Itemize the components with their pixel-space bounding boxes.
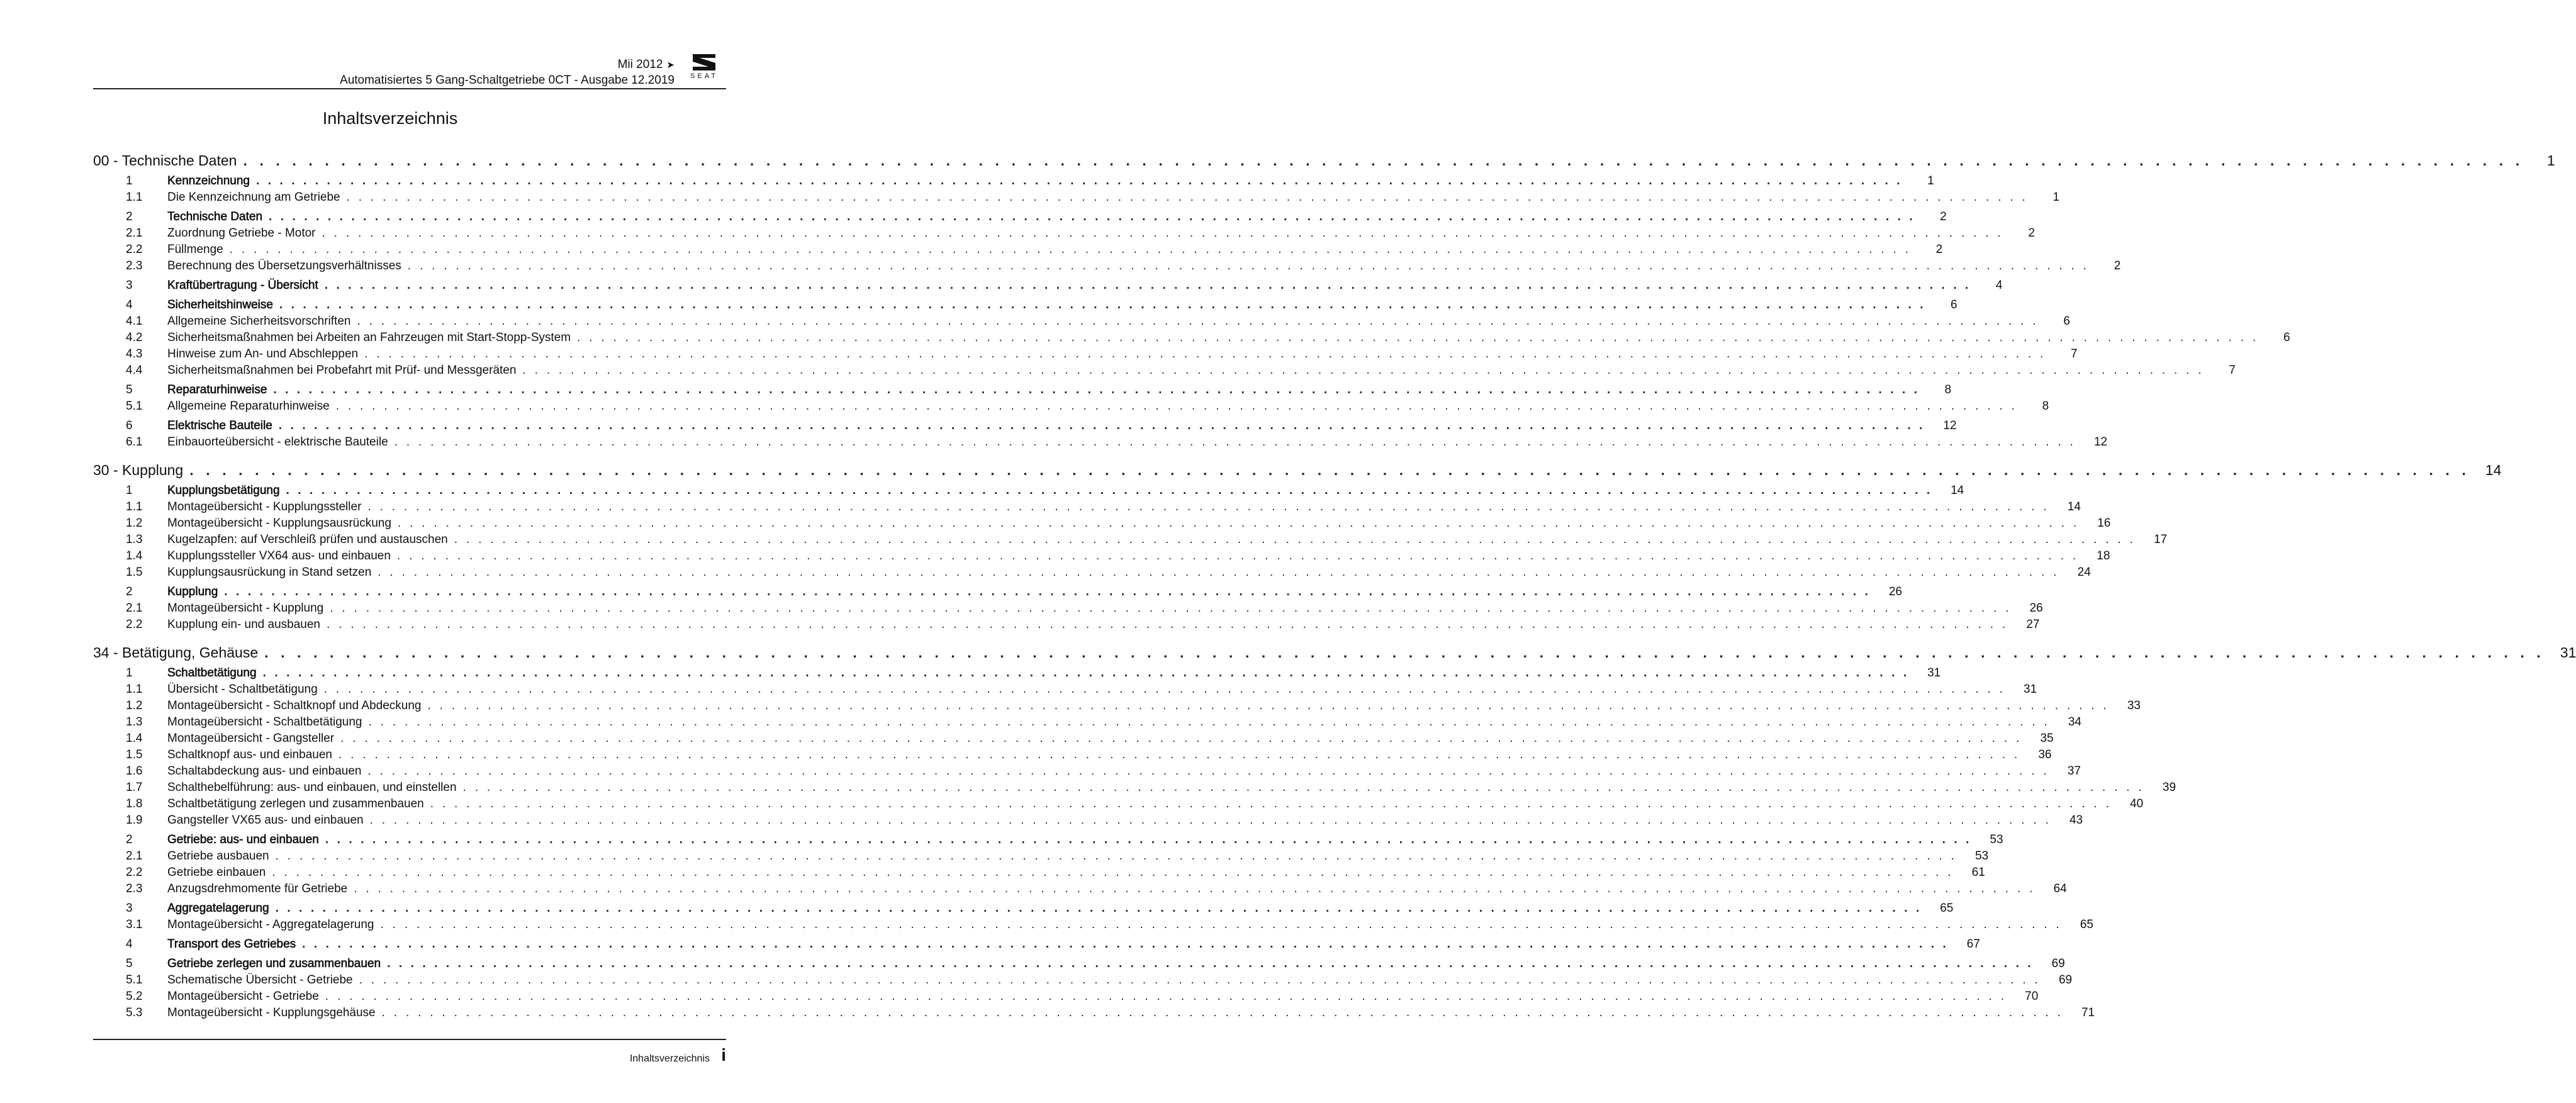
toc-page-number: 14 [2067,500,2081,513]
toc-entry-number: 3 [126,279,133,292]
toc-entry-number: 1.3 [126,715,143,729]
header-subtitle: Automatisiertes 5 Gang-Schaltgetriebe 0CT - Ausgabe 12.2019 [340,74,675,87]
dot-leader: . . . . . . . . . . . . . . . . . . . . . . . . . . . . . . . . . . . . . . . . . . . . . . . . . . . . . . . . . . . . . . . . . . . . . . . . . . . . . . . . . . . . . . . . . . . . . . . . . . . . . . . . . . . . . . . . . . . . . . . . . . . . . . . . . . . . . . . . . . . . [354,882,2036,895]
dot-leader: . . . . . . . . . . . . . . . . . . . . . . . . . . . . . . . . . . . . . . . . . . . . . . . . . . . . . . . . . . . . . . . . . . . . . . . . . . . . . . . . . . . . . . . . . . . . . . . . . . . . . . . . . . . . . . . . . . . . . . . . . . . . . . . . . . . . . . . . . . . . [335,400,2018,413]
dot-leader: . . . . . . . . . . . . . . . . . . . . . . . . . . . . . . . . . . . . . . . . . . . . . . . . . . . . . . . . . . . . . . . . . . . . . . . . . . . . . . . . . . . . . . . . . . . . . . . . . . . . . . . . . . . . . . . . . . . . . . . . . . . . . . . . . . . . . . . . . . . . [367,764,2049,778]
toc-page-number: 65 [1940,902,1954,915]
dot-leader: . . . . . . . . . . . . . . . . . . . . . . . . . . . . . . . . . . . . . . . . . . . . . . . . . . . . . . . . . . . . . . . . . . . . . . . . . . . . . . . . . . . . . . . . . . . . . . . . . . . . . . . . . . . . . . . . . . . . . . . . . . . . . . . . . . . . . . . . . . . . [378,566,2059,579]
toc-entry-title: Getriebe: aus- und einbauen [167,833,319,846]
toc-entry[interactable] [93,988,2039,1005]
toc-page-number: 43 [2069,814,2083,827]
toc-entry[interactable] [93,418,1957,434]
toc-entry-number: 1.5 [126,748,143,761]
toc-page-number: 16 [2097,517,2111,530]
toc-page-number: 24 [2077,566,2091,579]
toc-entry-number: 2.1 [126,227,143,240]
dot-leader: . . . . . . . . . . . . . . . . . . . . . . . . . . . . . . . . . . . . . . . . . . . . . . . . . . . . . . . . . . . . . . . . . . . . . . . . . . . . . . . . . . . . . . . . . . . . . . . . . . . . . . . . . . . . . . . . . . . . . . . . . . . . . . . . . . . . . . . . . . . . [364,347,2046,361]
toc-entry-title: Technische Daten [167,210,263,223]
toc-entry[interactable] [93,362,2236,379]
toc-entry-number: 4.4 [126,364,143,377]
dot-leader: . . . . . . . . . . . . . . . . . . . . . . . . . . . . . . . . . . . . . . . . . . . . . . . . . . . . . . . . . . . . . . . . . . . . . . . . . . . . . . . . . . . . . . . . . . . . . . . . . . . . . . . . . . . . . . . . . . . . . . . . . . . . . . . . . . . . . . . . . . . . [330,602,2012,615]
dot-leader: . . . . . . . . . . . . . . . . . . . . . . . . . . . . . . . . . . . . . . . . . . . . . . . . . . . . . . . . . . . . . . . . . . . . . . . . . . . . . . . . . . . . . . . . . . . . . . . . . . . . . . . . . . . . . . . . . . . . . . . . . . . . . . . . . . . . . . . . . . . . [224,585,1871,598]
toc-entry[interactable] [93,434,2108,451]
dot-leader: . . . . . . . . . . . . . . . . . . . . . . . . . . . . . . . . . . . . . . . . . . . . . . . . . . . . . . . . . . . . . . . . . . . . . . . . . . . . . . . . . . . . . . . . . . . . . . . . . . . . . . . . . . . . . . . . . . . . . . . . . . . . . . . . . . . . . . . . . . . . [368,715,2050,729]
toc-page-number: 31 [1927,666,1941,680]
toc-entry-number: 2.2 [126,866,143,879]
toc-entry-title: Reparaturhinweise [167,383,267,396]
toc-page-number: 34 [2068,715,2081,729]
footer-page-number: i [721,1045,726,1065]
toc-entry-title: Schaltknopf aus- und einbauen [167,748,332,761]
toc-entry[interactable] [93,564,2091,581]
toc-entry[interactable] [93,936,1980,953]
dot-leader: . . . . . . . . . . . . . . . . . . . . . . . . . . . . . . . . . . . . . . . . . . . . . . . . . . . . . . . . . . . . . . . . . . . . . . . . . . . . . . . . . . . . . . . . . . . . . . . . . . . . . . . . . . . . . . . . . . . . . . . . . . . . . . . . . . . . . . . . . . . . [394,435,2076,449]
toc-entry-title: Montageübersicht - Kupplungsgehäuse [167,1006,376,1019]
toc-entry[interactable] [93,225,2035,242]
toc-entry[interactable] [93,865,1985,881]
toc-entry[interactable] [93,346,2078,362]
toc-entry-number: 1.3 [126,533,143,546]
toc-entry[interactable] [93,548,2110,564]
dot-leader: . . . . . . . . . . . . . . . . . . . . . . . . . . . . . . . . . . . . . . . . . . . . . . . . . . . . . . . . . . . . . . . . . . . . . . . . . . . . . . . . . . . . . . . . . . . . . . . . . . . . . . . . . . . . . . . . . . . . . . . . . . . . . . . . . . . . . . . . . . . . [346,191,2029,204]
toc-entry[interactable] [93,297,1957,313]
toc-page-number: 31 [2024,683,2037,696]
toc-entry-number: 4.1 [126,315,143,328]
toc-entry-number: 4.3 [126,347,143,361]
toc-entry-title: Einbauorteübersicht - elektrische Bauteile [167,435,388,449]
toc-entry[interactable] [93,956,2065,972]
toc-entry-number: 4 [126,298,133,311]
toc-entry[interactable] [93,330,2290,346]
toc-entry[interactable] [93,681,2037,698]
dot-leader: . . . . . . . . . . . . . . . . . . . . . . . . . . . . . . . . . . . . . . . . . . . . . . . . . . . . . . . . . . . . . . . . . . . . . . . . . . . . . . . . . . . . . . . . . . . . . . . . . . . . . . . . . . . . . . . . . . . . . . . . . . . . . . . . . . . . . . . . . . . . [273,383,1920,396]
toc-entry-number: 5 [126,383,133,396]
toc-entry[interactable] [93,812,2083,829]
toc-entry-title: Kraftübertragung - Übersicht [167,279,318,292]
toc-page-number: 61 [1971,866,1985,879]
toc-entry[interactable] [93,398,2049,415]
toc-page-number: 6 [2283,331,2290,344]
dot-leader: . . . . . . . . . . . . . . . . . . . . . . . . . . . . . . . . . . . . . . . . . . . . . . . . . . . . . . . . . . . . . . . . . . . . . . . . . . . . . . . . . . . . . . . . . . . . . . . . . . . . . . . . . . . . . . . . . . . . . . . . . . . . . . . . . . . . . . . . . . . . [577,331,2259,344]
toc-entry-number: 2.1 [126,849,143,863]
toc-page-number: 35 [2040,732,2054,745]
toc-page-number: 17 [2154,533,2168,546]
toc-entry-number: 1.1 [126,191,143,204]
dot-leader: . . . . . . . . . . . . . . . . . . . . . . . . . . . . . . . . . . . . . . . . . . . . . . . . . . . . . . . . . . . . . . . . . . . . . . . . . . . . . . . . . . . . . . . . . . . . . . . . . . . . . . . . . . . . . . . . . . . . . . . . . . . . . . . . . . . . . . . . . . . . [275,902,1922,915]
toc-entry-number: 6.1 [126,435,143,449]
dot-leader: . . . . . . . . . . . . . . . . . . . . . . . . . . . . . . . . . . . . . . . . . . . . . . . . . . . . . . . . . . . . . . . . . . . . . . . . . . . . . . . . . . . . . . . . . . . . . . . . . . . . . . . . . . . . . . . . . . . . . . . . . . . . . . . . . . . . . . . . . . . . [323,683,2006,696]
toc-entry-title: Montageübersicht - Kupplungssteller [167,500,362,513]
dot-leader: . . . . . . . . . . . . . . . . . . . . . . . . . . . . . . . . . . . . . . . . . . . . . . . . . . . . . . . . . . . . . . . . . . . . . . . . . . . . . . . . . . . . . . . . . . . . . . . . . . . . . . . . . . . . . . . . . . . . . . . . . . . . . . . . . . . . . . . . . . . . [286,484,1933,497]
dot-leader: . . . . . . . . . . . . . . . . . . . . . . . . . . . . . . . . . . . . . . . . . . . . . . . . . . . . . . . . . . . . . . . . . . . . . . . . . . . . . . . . . . . . . . . . . . . . . . . . . . . . . . . . . . . . . . . . . . . . . . . . . . . . . . . . . . . . . . . . . . . . [357,315,2039,328]
header-model: Mii 2012 ➤ [617,58,675,71]
toc-entry[interactable] [93,972,2073,988]
toc-entry-number: 3 [126,902,133,915]
dot-leader: . . . . . . . . . . . . . . . . . . . . . . . . . . . . . . . . . . . . . . . . . . . . . . . . . . . . . . . . . . . . . . . . . . . . . . . . . . . . . . . . . . . . . . . . . . . . . . . . . . . . . . . . . . . . . . . . . . . . . . . . . . . . . . . . . . . . . . . . . . . . [322,227,2003,240]
footer-label: Inhaltsverzeichnis [629,1053,710,1064]
toc-entry-title: Schalthebelführung: aus- und einbauen, und einstellen [167,781,457,794]
toc-page-number: 71 [2081,1006,2095,1019]
dot-leader: . . . . . . . . . . . . . . . . . . . . . . . . . . . . . . . . . . . . . . . . . . . . . . . . . . . . . . . . . . . . . . . . . . . . . . . . . . . . . . . . . . . . . . . . . . . . . . . . . . . . . . . . . . . . . . . . . . . . . . . . . . . . . . . . . . . . . . . . . . . . [427,699,2109,712]
toc-entry[interactable] [93,209,1947,225]
toc-page-number: 8 [2042,400,2049,413]
toc-entry-title: Sicherheitsmaßnahmen bei Probefahrt mit Prüf- und Messgeräten [167,364,517,377]
toc-page-number: 53 [1990,833,2003,846]
toc-entry-title: Aggregatelagerung [167,902,269,915]
toc-entry-number: 1.6 [126,764,143,778]
chapter-gap [93,633,726,643]
table-of-contents [93,151,2576,1021]
dot-leader: . . . . . . . . . . . . . . . . . . . . . . . . . . . . . . . . . . . . . . . . . . . . . . . . . . . . . . . . . . . . . . . . . . . . . . . . . . . . . . . . . . . . . . . . . . . . . . . . . . . . . . . . . . . . . . . . . . . . . . . . . . . . . . . . . . . . . . . . . . . . [396,549,2079,563]
toc-page-number: 2 [2114,259,2121,272]
toc-entry[interactable] [93,796,2144,812]
toc-entry-number: 2.2 [126,243,143,256]
toc-entry[interactable] [93,258,2121,274]
brand-wordmark: SEAT [690,72,718,80]
toc-entry[interactable] [93,515,2111,532]
dot-leader: . . . . . . . . . . . . . . . . . . . . . . . . . . . . . . . . . . . . . . . . . . . . . . . . . . . . . . . . . . . . . . . . . . . . . . . . . . . . . . . . . . . . . . . . . . . . . . . . . . . . . . . . . . . . . . . . . . . . . . . . . . . . . . . . . . . . . . . . . . . . [522,364,2204,377]
dot-leader: . . . . . . . . . . . . . . . . . . . . . . . . . . . . . . . . . . . . . . . . . . . . . . . . . . . . . . . . . . . . . . . . . . . . . . . . . . . . . . . . . . . . . . . . . . . . . . . . . . . . . . . . . . . . . . . . . . . . . . . . . . . . . . . . . . . . . . . . . . . . [340,732,2022,745]
toc-entry[interactable] [93,277,2003,294]
toc-entry-title: Sicherheitsmaßnahmen bei Arbeiten an Fahrzeugen mit Start-Stopp-System [167,331,571,344]
toc-entry-title: Gangsteller VX65 aus- und einbauen [167,814,364,827]
toc-entry[interactable] [93,848,1989,865]
toc-page-number: 14 [1951,484,1964,497]
toc-page-number: 27 [2026,618,2040,631]
toc-entry[interactable] [93,747,2052,763]
toc-entry[interactable] [93,189,2060,206]
toc-entry-title: Schaltbetätigung [167,666,257,680]
toc-entry[interactable] [93,714,2081,731]
toc-entry-title: Montageübersicht - Gangsteller [167,732,335,745]
dot-leader: . . . . . . . . . . . . . . . . . . . . . . . . . . . . . . . . . . . . . . . . . . . . . . . . . . . . . . . . . . . . . . . . . . . . . . . . . . . . . . . . . . . . . . . . . . . . . . . . . . . . . . . . . . . . . . . . . . . . . . . . . . . . . . . . . . . . . . . . . . . . [380,918,2062,931]
toc-entry-title: Kugelzapfen: auf Verschleiß prüfen und austauschen [167,533,448,546]
toc-page-number: 2 [1940,210,1947,223]
toc-entry[interactable] [93,382,1952,398]
toc-entry[interactable] [93,532,2168,548]
dot-leader: . . . . . . . . . . . . . . . . . . . . . . . . . . . . . . . . . . . . . . . . . . . . . . . . . . . . . . . . . . . . . . . . . . . . . . . . . . . . . . . . . . . . . . . . . . . . . . . . . . . . . . . . . . . . . . . . . . . . . . . . . . . . . . . . . . . . . . . . . . . . [324,279,1971,292]
toc-entry-title: Kupplung [167,585,218,598]
toc-page-number: 1 [2052,191,2060,204]
chapter-gap [93,451,726,461]
dot-leader: . . . . . . . . . . . . . . . . . . . . . . . . . . . . . . . . . . . . . . . . . . . . . . . . . . . . . . . . . . . . . . . . . . . . . . . . . . . . . . . . . . . . . . . . . . . . . . . . . . . . . . . . . . . . . . . . . . . . . . . . . . . . . . . . . . . . . . . . . . . . [326,618,2008,631]
toc-page-number: 14 [2485,462,2502,478]
toc-entry-title: Transport des Getriebes [167,938,296,951]
toc-page-number: 53 [1974,849,1989,863]
toc-entry-number: 3.1 [126,918,143,931]
toc-entry-number: 5.3 [126,1006,143,1019]
dot-leader: . . . . . . . . . . . . . . . . . . . . . . . . . . . . . . . . . . . . . . . . . . . . . . . . . . . . . . . . . . . . . . . . . . . . . . . . . . . . . . . . . . . . . . . . . . . . . . . . . . . . . . . . . . . . . . . . . . . . . . . . . . . . . . . . . . . . . . . . . . . . [462,781,2145,794]
toc-entry[interactable] [93,731,2054,747]
toc-entry-title: 00 - Technische Daten [93,152,237,169]
toc-entry-number: 5.1 [126,973,143,987]
toc-entry-title: Kupplungsbetätigung [167,484,280,497]
toc-entry-number: 5 [126,957,133,970]
toc-entry-title: 34 - Betätigung, Gehäuse [93,644,259,661]
toc-entry-title: Füllmenge [167,243,223,256]
page-title: Inhaltsverzeichnis [322,109,458,128]
toc-entry-number: 1 [126,484,133,497]
toc-page-number: 40 [2130,797,2144,810]
toc-entry[interactable] [93,617,2040,633]
toc-page-number: 7 [2071,347,2078,361]
toc-entry-title: Montageübersicht - Schaltbetätigung [167,715,362,729]
toc-entry-number: 2.3 [126,259,143,272]
toc-chapter[interactable] [93,461,2502,479]
toc-entry-title: Berechnung des Übersetzungsverhältnisses [167,259,401,272]
dot-leader: . . . . . . . . . . . . . . . . . . . . . . . . . . . . . . . . . . . . . . . . . . . . . . . . . . . . . . . . . . . . . . . . . . . . . . . . . . . . . . . . . . . . . . . . . . . . . . . . . . . . . . . . . . . . . . . . . . . . . . . . . . . . . . . . . . . . . . . . . . . . [387,957,2034,970]
toc-entry-title: Getriebe einbauen [167,866,266,879]
toc-entry[interactable] [93,1005,2095,1021]
toc-entry-title: Hinweise zum An- und Abschleppen [167,347,359,361]
toc-page-number: 6 [2063,315,2070,328]
dot-leader: . . . . . . . . . . . . . . . . . . . . . . . . . . . . . . . . . . . . . . . . . . . . . . . . . . . . . . . . . . . . . . . . . . . . . . . . . . . . . . . . . . . . . . . . . . . . . . . . . . . . . . . . . . . . . . . . . . . . . . . . . . . . . . . . . . . . . . . . . . . . [430,797,2112,810]
toc-page-number: 69 [2058,973,2073,987]
dot-leader: . . . . . . . . . . . . . . . . . . . . . . . . . . . . . . . . . . . . . . . . . . . . . . . . . . . . . . . . . . . . . . . . . . . . . . . . . . . . . . . . . . . . . . . . . . . . . . . . . . . . . . . . . . . . . . . . . . . . . . . . . . . . . . . . . . . . . . . . . . . . [279,298,1926,311]
dot-leader: . . . . . . . . . . . . . . . . . . . . . . . . . . . . . . . . . . . . . . . . . . . . . . . . . . . . . . . . . . . . . . . . . . . . . . . . . . . . . . . . . . . . . . . . . . . . . . . . . . . . . . . . . . . . . . . . . . . . . . . . . . . . . . . . . . . . . . . . . . . . [262,666,1910,680]
toc-entry[interactable] [93,900,1954,917]
toc-entry-title: Montageübersicht - Aggregatelagerung [167,918,374,931]
toc-entry-title: Zuordnung Getriebe - Motor [167,227,316,240]
dot-leader: . . . . . . . . . . . . . . . . . . . . . . . . . . . . . . . . . . . . . . . . . . . . . . . . . . . . . . . . . . . . . . . . . . . . . . . . . . . . . . . . . . . . . . . . . . . . . . . . . . . . . . . . . . . . . . . . . . . . . . . . . . . . . . . . . . . . . . . . . . . . [189,462,2470,478]
toc-entry-title: Allgemeine Sicherheitsvorschriften [167,315,351,328]
toc-entry-number: 1 [126,666,133,680]
toc-entry[interactable] [93,313,2070,330]
toc-entry-title: Allgemeine Reparaturhinweise [167,400,330,413]
toc-entry[interactable] [93,881,2067,897]
toc-entry-title: Montageübersicht - Kupplung [167,602,324,615]
dot-leader: . . . . . . . . . . . . . . . . . . . . . . . . . . . . . . . . . . . . . . . . . . . . . . . . . . . . . . . . . . . . . . . . . . . . . . . . . . . . . . . . . . . . . . . . . . . . . . . . . . . . . . . . . . . . . . . . . . . . . . . . . . . . . . . . . . . . . . . . . . . . [272,866,1954,879]
toc-entry[interactable] [93,483,1964,499]
dot-leader: . . . . . . . . . . . . . . . . . . . . . . . . . . . . . . . . . . . . . . . . . . . . . . . . . . . . . . . . . . . . . . . . . . . . . . . . . . . . . . . . . . . . . . . . . . . . . . . . . . . . . . . . . . . . . . . . . . . . . . . . . . . . . . . . . . . . . . . . . . . . [407,259,2090,272]
toc-entry[interactable] [93,763,2081,780]
toc-entry[interactable] [93,499,2081,515]
toc-page-number: 12 [2093,435,2108,449]
toc-page-number: 12 [1943,419,1957,432]
toc-entry-number: 1.8 [126,797,143,810]
toc-entry[interactable] [93,584,1902,600]
toc-entry[interactable] [93,173,1934,189]
toc-entry-title: 30 - Kupplung [93,462,184,478]
dot-leader: . . . . . . . . . . . . . . . . . . . . . . . . . . . . . . . . . . . . . . . . . . . . . . . . . . . . . . . . . . . . . . . . . . . . . . . . . . . . . . . . . . . . . . . . . . . . . . . . . . . . . . . . . . . . . . . . . . . . . . . . . . . . . . . . . . . . . . . . . . . . [325,833,1972,846]
toc-entry-number: 6 [126,419,133,432]
toc-entry-title: Sicherheitshinweise [167,298,273,311]
toc-entry-number: 1.9 [126,814,143,827]
toc-entry-number: 1.1 [126,683,143,696]
toc-entry[interactable] [93,832,2003,848]
toc-entry-title: Übersicht - Schaltbetätigung [167,683,318,696]
toc-page-number: 31 [2560,644,2576,661]
toc-entry-title: Schaltbetätigung zerlegen und zusammenbauen [167,797,424,810]
toc-entry-title: Schematische Übersicht - Getriebe [167,973,353,987]
footer-divider [93,1039,726,1040]
toc-page-number: 39 [2162,781,2176,794]
toc-page-number: 36 [2038,748,2052,761]
toc-entry-title: Kupplungsausrückung in Stand setzen [167,566,372,579]
toc-entry-number: 5.1 [126,400,143,413]
dot-leader: . . . . . . . . . . . . . . . . . . . . . . . . . . . . . . . . . . . . . . . . . . . . . . . . . . . . . . . . . . . . . . . . . . . . . . . . . . . . . . . . . . . . . . . . . . . . . . . . . . . . . . . . . . . . . . . . . . . . . . . . . . . . . . . . . . . . . . . . . . . . [338,748,2020,761]
toc-entry-number: 1.7 [126,781,143,794]
toc-entry-title: Getriebe ausbauen [167,849,269,863]
toc-page-number: 2 [2028,227,2035,240]
toc-entry[interactable] [93,698,2141,714]
toc-entry-title: Anzugsdrehmomente für Getriebe [167,882,348,895]
toc-entry-title: Kupplungssteller VX64 aus- und einbauen [167,549,391,563]
toc-entry-number: 2 [126,585,133,598]
toc-entry-number: 5.2 [126,990,143,1003]
toc-entry-title: Montageübersicht - Kupplungsausrückung [167,517,391,530]
toc-page-number: 18 [2097,549,2110,563]
toc-entry-number: 1.2 [126,517,143,530]
toc-entry-number: 1 [126,174,133,188]
toc-page-number: 26 [1888,585,1902,598]
toc-chapter[interactable] [93,643,2576,662]
dot-leader: . . . . . . . . . . . . . . . . . . . . . . . . . . . . . . . . . . . . . . . . . . . . . . . . . . . . . . . . . . . . . . . . . . . . . . . . . . . . . . . . . . . . . . . . . . . . . . . . . . . . . . . . . . . . . . . . . . . . . . . . . . . . . . . . . . . . . . . . . . . . [269,210,1915,223]
toc-entry-number: 4.2 [126,331,143,344]
toc-page-number: 69 [2051,957,2065,970]
seat-logo-icon [682,53,726,79]
dot-leader: . . . . . . . . . . . . . . . . . . . . . . . . . . . . . . . . . . . . . . . . . . . . . . . . . . . . . . . . . . . . . . . . . . . . . . . . . . . . . . . . . . . . . . . . . . . . . . . . . . . . . . . . . . . . . . . . . . . . . . . . . . . . . . . . . . . . . . . . . . . . [454,533,2136,546]
toc-entry[interactable] [93,665,1941,681]
toc-page-number: 1 [2546,152,2555,169]
toc-page-number: 6 [1951,298,1957,311]
toc-page-number: 70 [2025,990,2039,1003]
page-header [93,53,726,88]
toc-entry-number: 1.5 [126,566,143,579]
dot-leader: . . . . . . . . . . . . . . . . . . . . . . . . . . . . . . . . . . . . . . . . . . . . . . . . . . . . . . . . . . . . . . . . . . . . . . . . . . . . . . . . . . . . . . . . . . . . . . . . . . . . . . . . . . . . . . . . . . . . . . . . . . . . . . . . . . . . . . . . . . . . [367,500,2049,513]
dot-leader: . . . . . . . . . . . . . . . . . . . . . . . . . . . . . . . . . . . . . . . . . . . . . . . . . . . . . . . . . . . . . . . . . . . . . . . . . . . . . . . . . . . . . . . . . . . . . . . . . . . . . . . . . . . . . . . . . . . . . . . . . . . . . . . . . . . . . . . . . . . . [397,517,2080,530]
toc-entry-number: 2 [126,210,133,223]
toc-page-number: 4 [1995,279,2003,292]
dot-leader: . . . . . . . . . . . . . . . . . . . . . . . . . . . . . . . . . . . . . . . . . . . . . . . . . . . . . . . . . . . . . . . . . . . . . . . . . . . . . . . . . . . . . . . . . . . . . . . . . . . . . . . . . . . . . . . . . . . . . . . . . . . . . . . . . . . . . . . . . . . . [278,419,1925,432]
toc-page-number: 64 [2053,882,2067,895]
toc-page-number: 37 [2067,764,2081,778]
toc-entry[interactable] [93,242,1943,258]
toc-entry-number: 1.2 [126,699,143,712]
toc-entry[interactable] [93,600,2043,617]
toc-entry-title: Kennzeichnung [167,174,250,188]
dot-leader: . . . . . . . . . . . . . . . . . . . . . . . . . . . . . . . . . . . . . . . . . . . . . . . . . . . . . . . . . . . . . . . . . . . . . . . . . . . . . . . . . . . . . . . . . . . . . . . . . . . . . . . . . . . . . . . . . . . . . . . . . . . . . . . . . . . . . . . . . . . . [325,990,2007,1003]
header-divider [93,88,726,89]
toc-entry-number: 2.3 [126,882,143,895]
toc-entry-number: 2 [126,833,133,846]
dot-leader: . . . . . . . . . . . . . . . . . . . . . . . . . . . . . . . . . . . . . . . . . . . . . . . . . . . . . . . . . . . . . . . . . . . . . . . . . . . . . . . . . . . . . . . . . . . . . . . . . . . . . . . . . . . . . . . . . . . . . . . . . . . . . . . . . . . . . . . . . . . . [229,243,1912,256]
dot-leader: . . . . . . . . . . . . . . . . . . . . . . . . . . . . . . . . . . . . . . . . . . . . . . . . . . . . . . . . . . . . . . . . . . . . . . . . . . . . . . . . . . . . . . . . . . . . . . . . . . . . . . . . . . . . . . . . . . . . . . . . . . . . . . . . . . . . . . . . . . . . [359,973,2041,987]
toc-page-number: 26 [2029,602,2043,615]
toc-entry-title: Montageübersicht - Schaltknopf und Abdeckung [167,699,422,712]
dot-leader: . . . . . . . . . . . . . . . . . . . . . . . . . . . . . . . . . . . . . . . . . . . . . . . . . . . . . . . . . . . . . . . . . . . . . . . . . . . . . . . . . . . . . . . . . . . . . . . . . . . . . . . . . . . . . . . . . . . . . . . . . . . . . . . . . . . . . . . . . . . . [256,174,1903,188]
toc-entry-number: 1.4 [126,732,143,745]
toc-entry-number: 1.4 [126,549,143,563]
arrow-right-icon: ➤ [666,60,675,70]
toc-entry-title: Kupplung ein- und ausbauen [167,618,320,631]
dot-leader: . . . . . . . . . . . . . . . . . . . . . . . . . . . . . . . . . . . . . . . . . . . . . . . . . . . . . . . . . . . . . . . . . . . . . . . . . . . . . . . . . . . . . . . . . . . . . . . . . . . . . . . . . . . . . . . . . . . . . . . . . . . . . . . . . . . . . . . . . . . . [264,644,2545,661]
toc-page-number: 7 [2229,364,2236,377]
toc-entry-title: Montageübersicht - Getriebe [167,990,319,1003]
toc-chapter[interactable] [93,151,2555,170]
dot-leader: . . . . . . . . . . . . . . . . . . . . . . . . . . . . . . . . . . . . . . . . . . . . . . . . . . . . . . . . . . . . . . . . . . . . . . . . . . . . . . . . . . . . . . . . . . . . . . . . . . . . . . . . . . . . . . . . . . . . . . . . . . . . . . . . . . . . . . . . . . . . [275,849,1957,863]
toc-entry-number: 2.1 [126,602,143,615]
toc-page-number: 67 [1966,938,1980,951]
toc-page-number: 2 [1935,243,1943,256]
dot-leader: . . . . . . . . . . . . . . . . . . . . . . . . . . . . . . . . . . . . . . . . . . . . . . . . . . . . . . . . . . . . . . . . . . . . . . . . . . . . . . . . . . . . . . . . . . . . . . . . . . . . . . . . . . . . . . . . . . . . . . . . . . . . . . . . . . . . . . . . . . . . [381,1006,2064,1019]
toc-page-number: 65 [2080,918,2093,931]
toc-entry-title: Die Kennzeichnung am Getriebe [167,191,340,204]
toc-page-number: 8 [1944,383,1952,396]
dot-leader: . . . . . . . . . . . . . . . . . . . . . . . . . . . . . . . . . . . . . . . . . . . . . . . . . . . . . . . . . . . . . . . . . . . . . . . . . . . . . . . . . . . . . . . . . . . . . . . . . . . . . . . . . . . . . . . . . . . . . . . . . . . . . . . . . . . . . . . . . . . . [369,814,2052,827]
toc-entry-title: Getriebe zerlegen und zusammenbauen [167,957,381,970]
toc-page-number: 1 [1927,174,1934,188]
toc-entry-number: 2.2 [126,618,143,631]
toc-entry[interactable] [93,780,2176,796]
dot-leader: . . . . . . . . . . . . . . . . . . . . . . . . . . . . . . . . . . . . . . . . . . . . . . . . . . . . . . . . . . . . . . . . . . . . . . . . . . . . . . . . . . . . . . . . . . . . . . . . . . . . . . . . . . . . . . . . . . . . . . . . . . . . . . . . . . . . . . . . . . . . [243,152,2524,169]
toc-page-number: 33 [2127,699,2141,712]
toc-entry-title: Schaltabdeckung aus- und einbauen [167,764,362,778]
dot-leader: . . . . . . . . . . . . . . . . . . . . . . . . . . . . . . . . . . . . . . . . . . . . . . . . . . . . . . . . . . . . . . . . . . . . . . . . . . . . . . . . . . . . . . . . . . . . . . . . . . . . . . . . . . . . . . . . . . . . . . . . . . . . . . . . . . . . . . . . . . . . [302,938,1949,951]
toc-entry[interactable] [93,917,2093,933]
toc-entry-title: Elektrische Bauteile [167,419,272,432]
toc-entry-number: 1.1 [126,500,143,513]
toc-entry-number: 4 [126,938,133,951]
